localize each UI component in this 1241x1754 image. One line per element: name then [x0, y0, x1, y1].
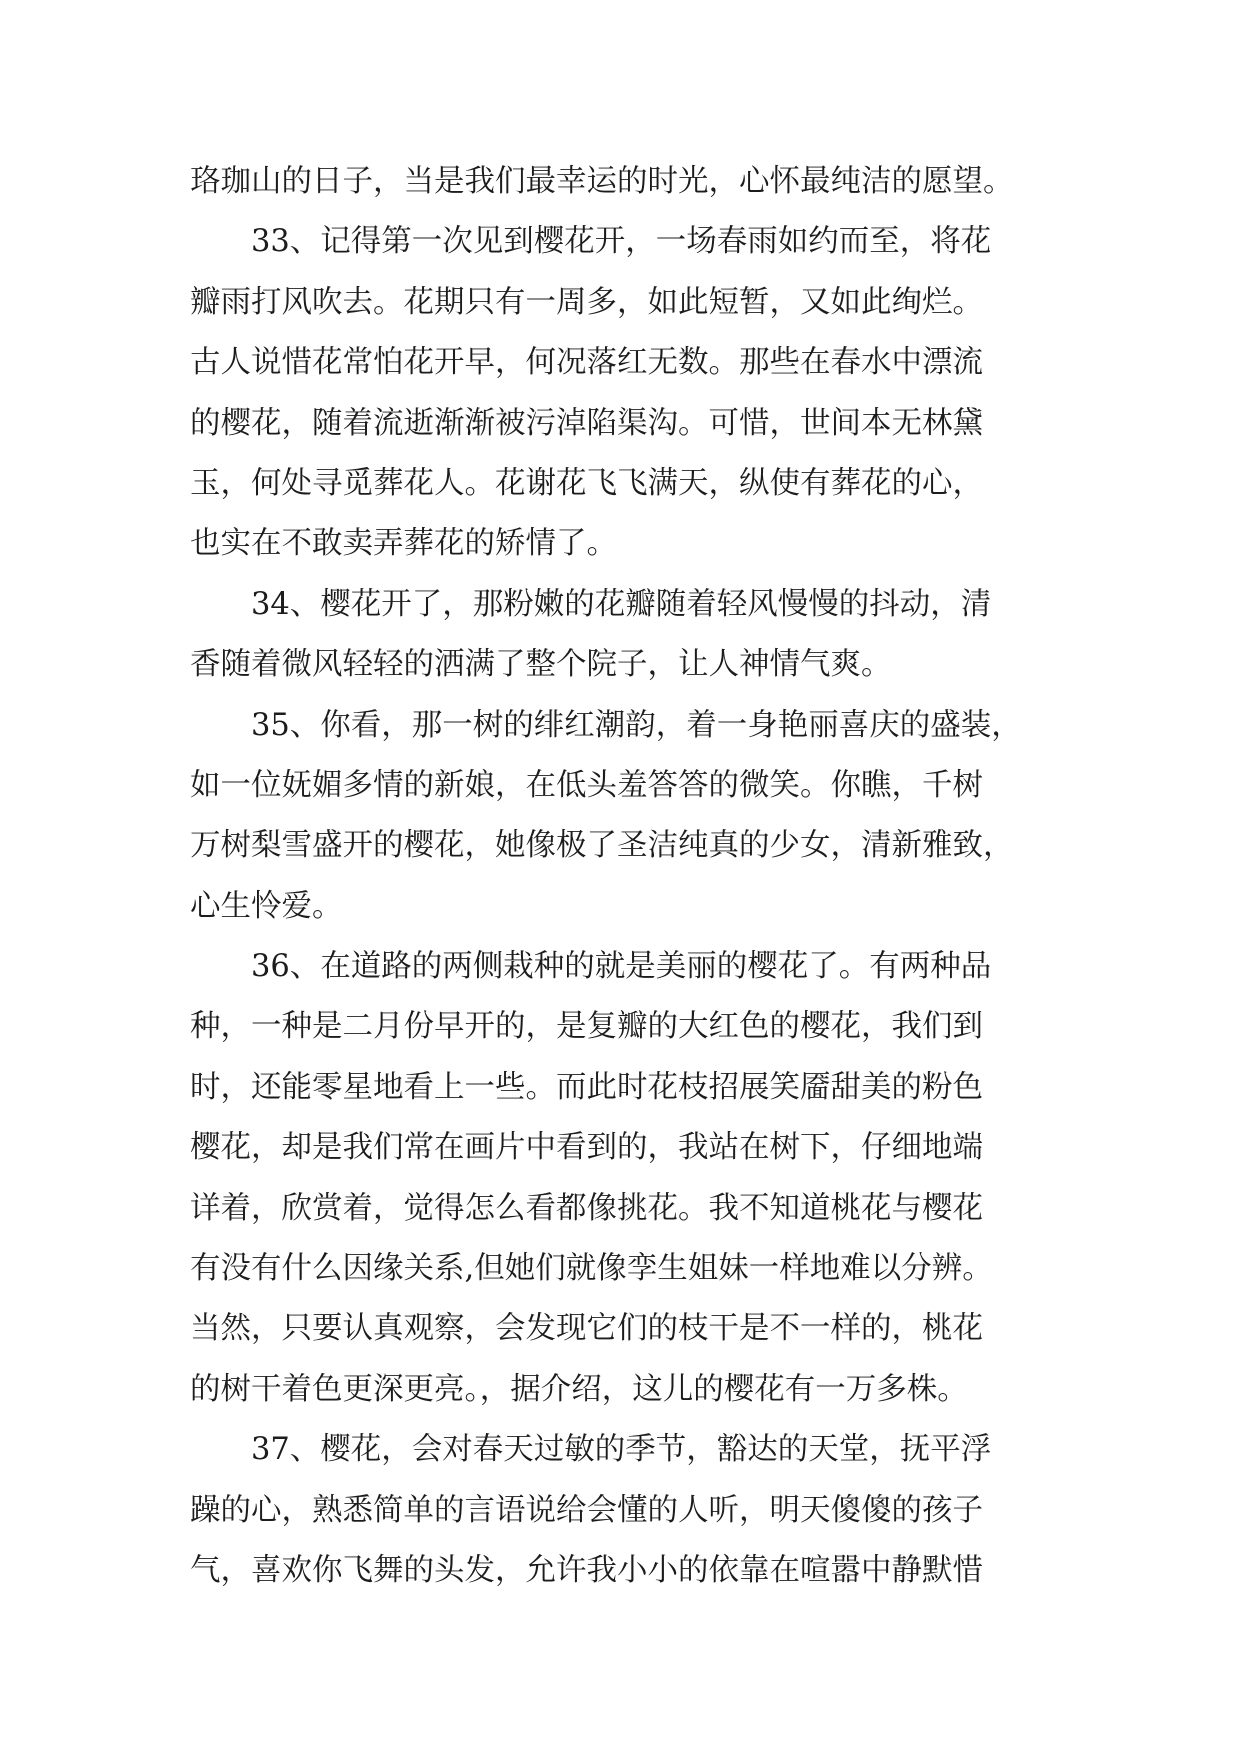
text-line: 种，一种是二月份早开的，是复瓣的大红色的樱花，我们到: [190, 1009, 983, 1045]
paragraph-continued: [190, 152, 1070, 212]
text-line: 气，喜欢你飞舞的头发，允许我小小的依靠在喧嚣中静默惜: [190, 1552, 983, 1588]
text-line: 也实在不敢卖弄葬花的矫情了。: [190, 526, 617, 562]
text-line: 时，还能零星地看上一些。而此时花枝招展笑靥甜美的粉色: [190, 1069, 983, 1105]
text-line: 玉，何处寻觅葬花人。花谢花飞飞满天，纵使有葬花的心，: [190, 465, 983, 501]
text-line: 瓣雨打风吹去。花期只有一周多，如此短暂，又如此绚烂。: [190, 284, 983, 320]
text-line: 万树梨雪盛开的樱花，她像极了圣洁纯真的少女，清新雅致，: [190, 828, 1014, 864]
paragraph-33: [190, 212, 1070, 574]
text-line: 古人说惜花常怕花开早，何况落红无数。那些在春水中漂流: [190, 345, 983, 381]
text-line: 躁的心，熟悉简单的言语说给会懂的人听，明天傻傻的孩子: [190, 1492, 983, 1528]
paragraph-36: [190, 937, 1070, 1420]
text-line: 37、樱花，会对春天过敏的季节，豁达的天堂，抚平浮: [251, 1432, 992, 1468]
text-line: 樱花，却是我们常在画片中看到的，我站在树下，仔细地端: [190, 1130, 983, 1166]
text-line: 34、樱花开了，那粉嫩的花瓣随着轻风慢慢的抖动，清: [251, 586, 992, 622]
text-line: 有没有什么因缘关系,但她们就像孪生姐妹一样地难以分辨。: [190, 1251, 993, 1287]
text-line: 的树干着色更深更亮。，据介绍，这儿的樱花有一万多株。: [190, 1371, 968, 1407]
text-line: 珞珈山的日子，当是我们最幸运的时光，心怀最纯洁的愿望。: [190, 164, 1014, 199]
text-line: 33、记得第一次见到樱花开，一场春雨如约而至，将花: [251, 224, 992, 260]
text-line: 心生怜爱。: [190, 888, 343, 924]
text-line: 35、你看，那一树的绯红潮韵，着一身艳丽喜庆的盛装，: [251, 707, 1022, 743]
text-line: 如一位妩媚多情的新娘，在低头羞答答的微笑。你瞧，千树: [190, 767, 983, 803]
text-line: 36、在道路的两侧栽种的就是美丽的樱花了。有两种品: [251, 949, 992, 985]
document-body: [190, 152, 1070, 1601]
text-line: 详着，欣赏着，觉得怎么看都像挑花。我不知道桃花与樱花: [190, 1190, 983, 1226]
text-line: 当然，只要认真观察，会发现它们的枝干是不一样的，桃花: [190, 1311, 983, 1347]
paragraph-34: [190, 575, 1070, 696]
paragraph-35: [190, 696, 1070, 938]
text-line: 的樱花，随着流逝渐渐被污淖陷渠沟。可惜，世间本无林黛: [190, 405, 983, 441]
text-line: 香随着微风轻轻的洒满了整个院子，让人神情气爽。: [190, 647, 892, 683]
paragraph-37: [190, 1420, 1070, 1601]
